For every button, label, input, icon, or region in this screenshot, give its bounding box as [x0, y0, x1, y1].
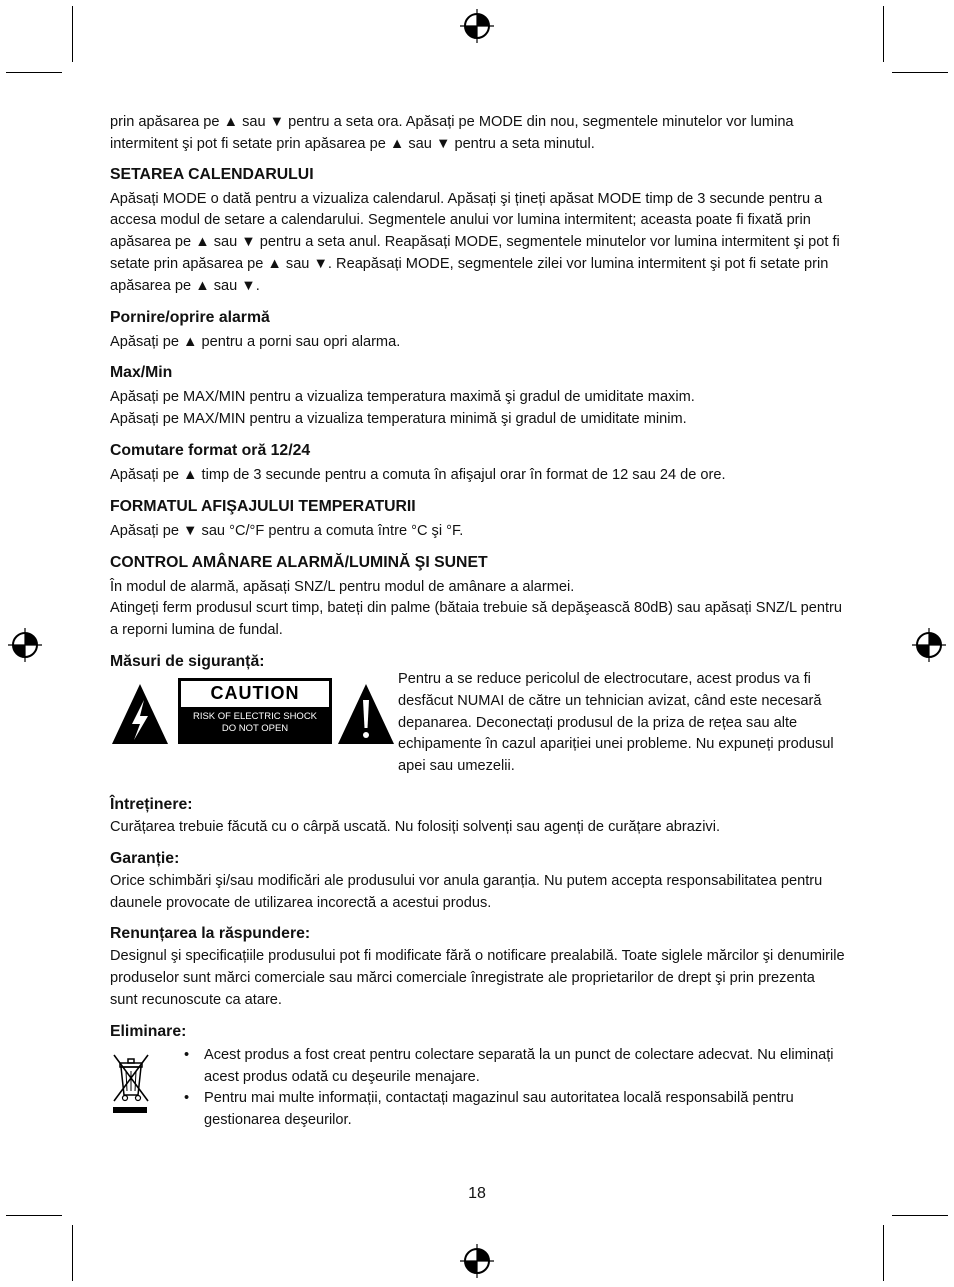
section-title: Garanție:	[110, 849, 180, 867]
section-title: Pornire/oprire alarmă	[110, 308, 270, 326]
section-text: Apăsați pe ▼ sau °C/°F pentru a comuta între °C şi °F.	[110, 522, 464, 539]
section-text: Apăsați pe ▲ timp de 3 secunde pentru a comuta în afişajul orar în format de 12 sau 24 de ore.	[110, 466, 726, 483]
exclamation-warning-icon	[336, 682, 396, 746]
section-title: Eliminare:	[110, 1022, 187, 1040]
page-content	[110, 112, 846, 1132]
section-text: În modul de alarmă, apăsați SNZ/L pentru modul de amânare a alarmei.	[110, 578, 575, 595]
list-item: • Acest produs a fost creat pentru colectare separată la un punct de colectare adecvat. Nu eliminați acest produs odată cu deşeurile menajare.	[184, 1045, 846, 1089]
crop-mark	[6, 1215, 62, 1216]
crop-mark	[892, 72, 948, 73]
section-time-format	[110, 441, 846, 487]
section-title: Întreținere:	[110, 795, 193, 813]
section-title: CONTROL AMÂNARE ALARMĂ/LUMINĂ ŞI SUNET	[110, 553, 488, 571]
section-text: Apăsați pe ▲ pentru a porni sau opri alarma.	[110, 333, 401, 350]
section-disposal	[110, 1022, 846, 1132]
crop-mark	[72, 1225, 73, 1281]
section-title: Renunțarea la răspundere:	[110, 925, 311, 943]
section-text: Curățarea trebuie făcută cu o cârpă uscată. Nu folosiți solvenți sau agenți de curățare abrazivi.	[110, 818, 721, 835]
crop-mark	[892, 1215, 948, 1216]
safety-block	[110, 670, 846, 788]
section-title: Max/Min	[110, 364, 173, 382]
caution-subtitle: RISK OF ELECTRIC SHOCK	[192, 710, 318, 722]
section-alarm	[110, 308, 846, 354]
caution-subtitle: DO NOT OPEN	[221, 722, 289, 734]
safety-text: Pentru a se reduce pericolul de electrocutare, acest produs va fi desfăcut NUMAI de către un tehnician avizat, când este necesară depanarea. Deconectați produsul de la priza de rețea sau alte echipamente în cazul apariției unei probleme. Nu expuneți produsul apei sau umezelii.	[398, 670, 834, 775]
section-title: Măsuri de siguranță:	[110, 652, 265, 670]
section-maintenance	[110, 795, 846, 839]
caution-label	[110, 678, 400, 788]
section-text: Apăsați MODE o dată pentru a vizualiza calendarul. Apăsați şi țineți apăsat MODE timp de 3 secunde pentru a accesa modul de setare a calendarului. Segmentele anului vor lumina intermitent; aceasta poate fi fixată prin apăsarea pe ▲ sau ▼ pentru a seta anul. Reapăsați MODE, segmentele minutelor vor lumina intermitent şi pot fi setate prin apăsarea pe ▲ sau ▼. Reapăsați MODE, segmentele zilei vor lumina intermitent şi pot fi setate prin apăsarea pe ▲ sau ▼.	[110, 190, 840, 294]
section-title: FORMATUL AFIŞAJULUI TEMPERATURII	[110, 497, 416, 515]
caution-box	[178, 678, 332, 744]
page-number: 18	[468, 1185, 486, 1202]
section-snooze-control	[110, 553, 846, 642]
section-title: Comutare format oră 12/24	[110, 441, 311, 459]
section-maxmin	[110, 363, 846, 431]
section-warranty	[110, 849, 846, 915]
crop-mark	[72, 6, 73, 62]
weee-symbol	[110, 1045, 158, 1125]
list-item: • Pentru mai multe informații, contactați magazinul sau autoritatea locală responsabilă pentru gestionarea deşeurilor.	[184, 1088, 846, 1132]
disposal-list	[158, 1045, 846, 1132]
section-text: Apăsați pe MAX/MIN pentru a vizualiza temperatura maximă şi gradul de umiditate maxim.	[110, 389, 695, 406]
section-title: SETAREA CALENDARULUI	[110, 165, 314, 183]
registration-mark-icon	[8, 628, 42, 662]
section-safety	[110, 652, 846, 788]
registration-mark-icon	[912, 628, 946, 662]
section-text: Orice schimbări şi/sau modificări ale produsului vor anula garanția. Nu putem accepta responsabilitatea pentru daunele provocate de utilizarea incorectă a acestui produs.	[110, 872, 823, 911]
intro-paragraph: prin apăsarea pe ▲ sau ▼ pentru a seta ora. Apăsați pe MODE din nou, segmentele minutelor vor lumina intermitent şi pot fi setate prin apăsarea pe ▲ sau ▼ pentru a seta minutul.	[110, 114, 794, 152]
section-temperature-format	[110, 497, 846, 543]
registration-mark-icon	[460, 9, 494, 43]
section-calendar	[110, 165, 846, 298]
crop-mark	[883, 6, 884, 62]
section-text: Apăsați pe MAX/MIN pentru a vizualiza temperatura minimă şi gradul de umiditate minim.	[110, 411, 687, 428]
electric-shock-warning-icon	[110, 682, 170, 746]
crossed-bin-icon	[110, 1051, 152, 1117]
crop-mark	[6, 72, 62, 73]
registration-mark-icon	[460, 1244, 494, 1278]
disposal-block	[110, 1045, 846, 1132]
section-text: Atingeți ferm produsul scurt timp, bateți din palme (bătaia trebuie să depăşească 80dB) sau apăsați SNZ/L pentru a reporni lumina de fundal.	[110, 600, 842, 639]
caution-title: CAUTION	[210, 683, 300, 704]
section-disclaimer	[110, 924, 846, 1011]
section-text: Designul şi specificațiile produsului pot fi modificate fără o notificare prealabilă. Toate siglele mărcilor şi denumirile produselor sunt mărci comerciale sau mărci comerciale înregistrate ale proprietarilor de drept şi prin prezenta sunt recunoscute ca atare.	[110, 948, 845, 1008]
crop-mark	[883, 1225, 884, 1281]
